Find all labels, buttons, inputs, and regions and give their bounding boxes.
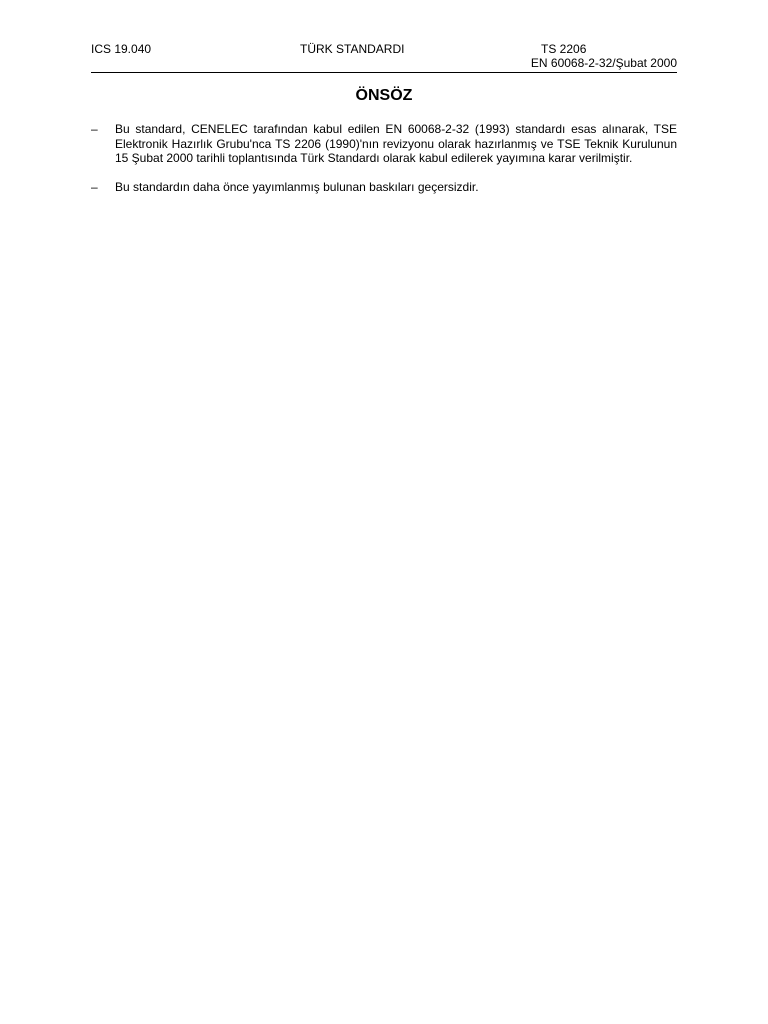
list-item-text: Bu standard, CENELEC tarafından kabul edilen EN 60068-2-32 (1993) standardı esas alınarak, TSE Elektronik Hazırlık Grubu'nca TS 2206 (1990)'nın revizyonu olarak hazırlanmış ve TSE Teknik Kurulunun 15 Şubat 2000 tarihli toplantısında Türk Standardı olarak kabul edilerek yayımına karar verilmiştir.: [115, 122, 677, 165]
ics-code: ICS 19.040: [91, 42, 152, 56]
standard-en-date: EN 60068-2-32/Şubat 2000: [530, 56, 677, 70]
dash-bullet: –: [91, 122, 98, 136]
header-divider: [91, 72, 677, 73]
dash-bullet: –: [91, 179, 98, 194]
section-title: ÖNSÖZ: [355, 87, 413, 104]
list-item: [91, 180, 677, 195]
foreword-list: [91, 122, 677, 208]
standard-number: TS 2206: [541, 42, 587, 56]
header-title: TÜRK STANDARDI: [300, 42, 405, 56]
list-item: [91, 122, 677, 166]
page-header: [91, 41, 677, 73]
list-item-text: Bu standardın daha önce yayımlanmış bulunan baskıları geçersizdir.: [115, 179, 479, 194]
